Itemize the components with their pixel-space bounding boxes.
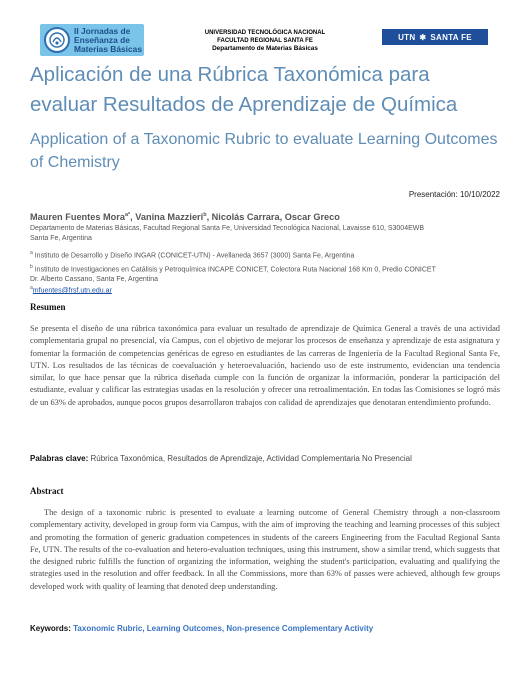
jornadas-logo-line1: II Jornadas de bbox=[74, 25, 131, 36]
author-list: Mauren Fuentes Mora$^{a*}$, Vanina Mazzieri$^b$, Nicolás Carrara, Oscar Greco bbox=[30, 212, 340, 223]
title-english: Application of a Taxonomic Rubric to evaluate Learning Outcomes of Chemistry bbox=[30, 131, 498, 171]
university-header bbox=[185, 29, 345, 53]
affiliation-a bbox=[30, 248, 510, 261]
resumen-text: Se presenta el diseño de una rúbrica taxonómica para evaluar un resultado de aprendizaje de Química General a través de una actividad complementaria grupal no presencial, vía Campus, con el objetivo de mejorar los procesos de enseñanza y aprendizaje de esta asignatura y fomentar la formación de competencias genéricas de egreso en estudiantes de las carreras de Ingeniería de la Facultad Regional Santa Fe, UTN. Los resultados de las técnicas de coevaluación y heteroevaluación, haciendo uso de este instrumento, evidencian una tendencia similar, lo que hace pensar que la rúbrica diseñada cumple con la función de organizar la información, ponderar la participación del estudiante, evaluar y calificar las estrategias usadas en la resolución y ofrecer una retroalimentación. En todas las Comisiones se logró más de un 63% de aprobados, aunque pocos grupos desarrollaron trabajos con calidad de aprendizajes que denotaran entendimiento profundo. bbox=[30, 324, 500, 407]
affiliation-department-line1: Departamento de Materias Básicas, Facultad Regional Santa Fe, Universidad Tecnológica Nacional, Lavaisse 610, S3004EWB bbox=[30, 225, 425, 232]
affiliation-a-mark: a bbox=[30, 250, 33, 256]
title-spanish: Aplicación de una Rúbrica Taxonómica para evaluar Resultados de Aprendizaje de Química bbox=[30, 63, 458, 116]
affiliation-a-text: Instituto de Desarrollo y Diseño INGAR (CONICET-UTN) - Avellaneda 3657 (3000) Santa Fe, Argentina bbox=[34, 252, 355, 260]
abstract-text: The design of a taxonomic rubric is presented to evaluate a learning outcome of General Chemistry through a non-classroom complementary activity, developed in group form via Campus, with the aim of improving the teaching and learning processes of this subject and promoting the formation of generic graduation competences in students of the careers Engineering from the Facultad Regional Santa Fe, UTN. The results of the co-evaluation and hetero-evaluation techniques, using this instrument, show a similar trend, which suggests that the designed rubric fulfills the function of organizing the information, weighing the student's participation, evaluating and qualifying the strategies used in the resolution and offer feedback. In all the Commissions, more than 63% of passes were achieved, although few groups developed work with quality of learning that denoted deep understanding. bbox=[30, 508, 500, 591]
email-link[interactable]: mfuentes@frsf.utn.edu.ar bbox=[32, 287, 112, 295]
palabras-clave-label: Palabras clave: bbox=[30, 454, 89, 463]
jornadas-logo-line3: Materias Básicas bbox=[74, 43, 142, 54]
jornadas-emblem-icon bbox=[44, 27, 70, 53]
email-mark: a bbox=[30, 285, 33, 291]
palabras-clave-value: Rúbrica Taxonómica, Resultados de Aprendizaje, Actividad Complementaria No Presencial bbox=[90, 454, 412, 463]
affiliation-b-line2: Dr. Alberto Cassano, Santa Fe, Argentina bbox=[30, 276, 159, 284]
utn-logo-separator-icon: ✱ bbox=[419, 32, 427, 42]
palabras-clave bbox=[30, 454, 412, 463]
resumen-heading: Resumen bbox=[30, 302, 66, 312]
keywords-label: Keywords: bbox=[30, 624, 71, 633]
affiliation-b-line1: Instituto de Investigaciones en Catálisis y Petroquímica INCAPE CONICET, Colectora Ruta Nacional 168 Km 0, Predio CONICET bbox=[34, 266, 436, 274]
santa-fe-logo-text: SANTA FE bbox=[430, 32, 472, 42]
author-name: Vanina Mazzieri bbox=[135, 212, 204, 223]
department-name: Departamento de Materias Básicas bbox=[212, 45, 318, 52]
abstract-heading: Abstract bbox=[30, 486, 64, 496]
keywords bbox=[30, 624, 373, 633]
author-name: Oscar Greco bbox=[284, 212, 340, 223]
utn-santa-fe-logo bbox=[382, 29, 488, 45]
author-affiliation-mark: b bbox=[203, 212, 207, 218]
affiliation-department-line2: Santa Fe, Argentina bbox=[30, 235, 92, 242]
corresponding-email bbox=[30, 283, 510, 296]
jornadas-logo bbox=[40, 24, 144, 56]
affiliation-b-mark: b bbox=[30, 264, 33, 270]
utn-logo-text: UTN bbox=[398, 32, 416, 42]
keywords-value: Taxonomic Rubric, Learning Outcomes, Non-presence Complementary Activity bbox=[73, 624, 374, 633]
jornadas-logo-line2: Enseñanza de bbox=[74, 34, 130, 45]
faculty-name: FACULTAD REGIONAL SANTA FE bbox=[217, 38, 313, 44]
presentation-date: Presentación: 10/10/2022 bbox=[408, 190, 500, 199]
university-name: UNIVERSIDAD TECNOLÓGICA NACIONAL bbox=[204, 30, 326, 36]
author-name: Nicolás Carrara bbox=[211, 212, 280, 223]
author-affiliation-mark: a* bbox=[124, 212, 131, 218]
author-name: Mauren Fuentes Mora bbox=[30, 212, 125, 223]
affiliation-department bbox=[30, 224, 510, 244]
affiliation-b bbox=[30, 262, 510, 285]
